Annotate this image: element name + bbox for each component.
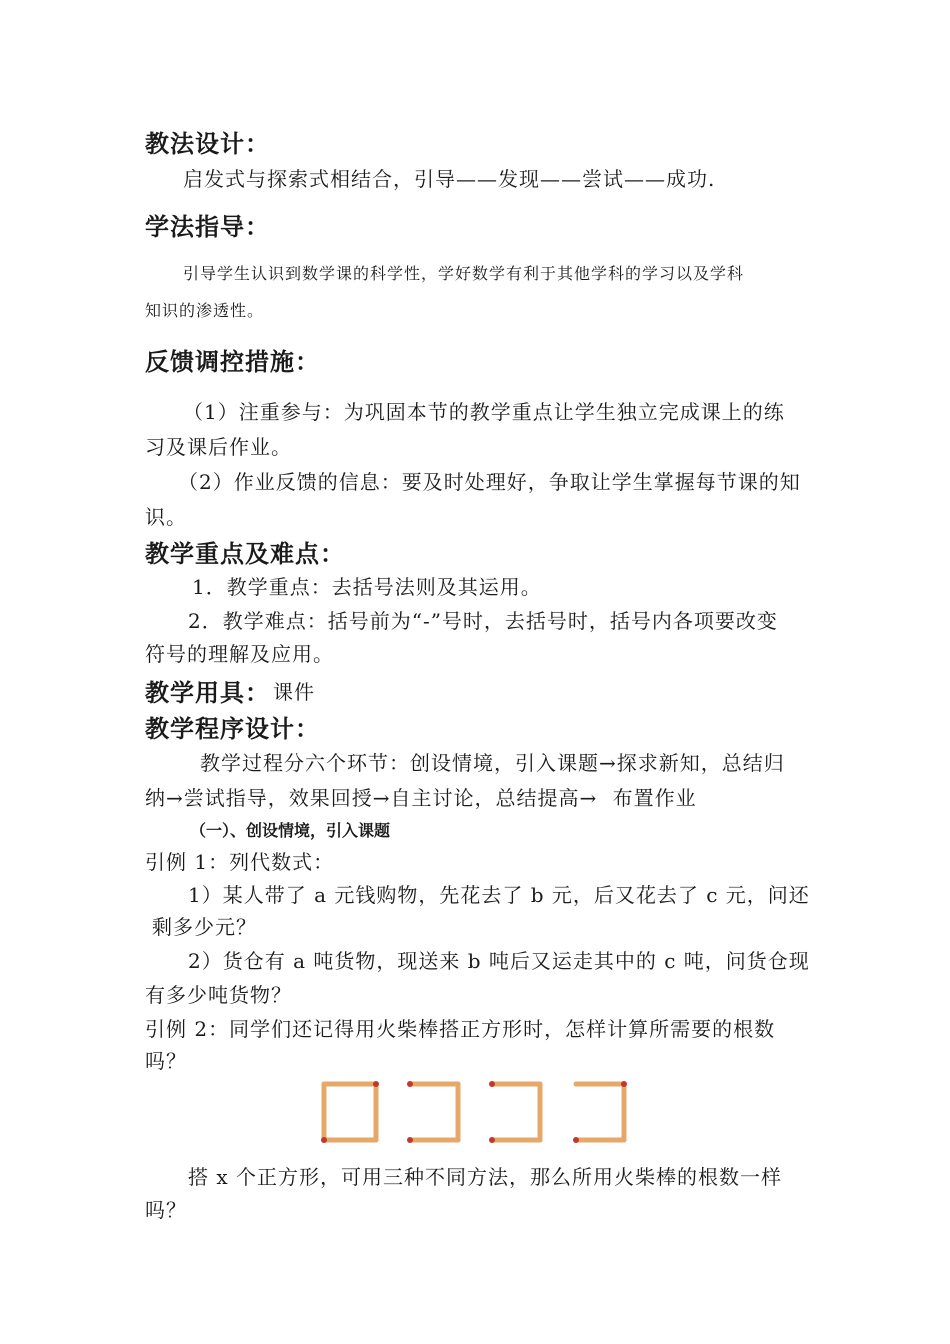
example-1-q2-line-1: 2）货仓有 a 吨货物，现送来 b 吨后又运走其中的 c 吨，问货仓现 bbox=[188, 949, 810, 973]
heading-key-points: 教学重点及难点： bbox=[145, 540, 345, 568]
procedure-subheading: （一）、创设情境，引入课题 bbox=[190, 821, 391, 840]
matchstick-square-open-1 bbox=[407, 1081, 458, 1143]
match-head bbox=[573, 1137, 579, 1143]
procedure-intro-line-2 bbox=[145, 782, 697, 811]
feedback-item2-line-2: 识。 bbox=[145, 505, 187, 529]
match-head bbox=[407, 1081, 413, 1087]
feedback-item2-line-1: （2）作业反馈的信息：要及时处理好，争取让学生掌握每节课的知 bbox=[178, 470, 801, 494]
matchstick-square-open-3 bbox=[573, 1081, 627, 1143]
heading-learning-guide: 学法指导： bbox=[145, 213, 270, 241]
match-head bbox=[489, 1081, 495, 1087]
feedback-item1-line-2: 习及课后作业。 bbox=[145, 435, 292, 459]
tools-value: 课件 bbox=[273, 680, 315, 704]
learning-guide-line-2: 知识的渗透性。 bbox=[145, 301, 265, 320]
procedure-intro-line-2-end: 布置作业 bbox=[612, 786, 697, 810]
match-head bbox=[407, 1137, 413, 1143]
heading-procedure: 教学程序设计： bbox=[145, 715, 320, 743]
key-point-1: 1．教学重点：去括号法则及其运用。 bbox=[192, 575, 542, 599]
match-head bbox=[373, 1081, 379, 1087]
match-head bbox=[321, 1137, 327, 1143]
matchstick-squares-figure bbox=[318, 1078, 638, 1150]
match-head bbox=[489, 1137, 495, 1143]
key-point-2-line-1: 2．教学难点：括号前为“-”号时，去括号时，括号内各项要改变 bbox=[188, 609, 778, 633]
feedback-item1-line-1: （1）注重参与：为巩固本节的教学重点让学生独立完成课上的练 bbox=[183, 400, 785, 424]
example-1-q1-line-1: 1）某人带了 a 元钱购物，先花去了 b 元，后又花去了 c 元，问还 bbox=[188, 883, 810, 907]
heading-teaching-method: 教法设计： bbox=[145, 130, 270, 158]
example-1-q1-line-2: 剩多少元？ bbox=[152, 915, 257, 939]
procedure-intro-line-2-main: 纳→尝试指导，效果回授→自主讨论，总结提高→ bbox=[145, 786, 598, 810]
example-2-line-1: 引例 2：同学们还记得用火柴棒搭正方形时，怎样计算所需要的根数 bbox=[145, 1017, 776, 1041]
example-2-line-2: 吗？ bbox=[145, 1049, 187, 1073]
question-line-2: 吗？ bbox=[145, 1198, 187, 1222]
learning-guide-line-1: 引导学生认识到数学课的科学性，学好数学有利于其他学科的学习以及学科 bbox=[183, 264, 745, 283]
example-1-title: 引例 1：列代数式： bbox=[145, 850, 335, 874]
heading-feedback: 反馈调控措施： bbox=[145, 348, 320, 376]
heading-tools: 教学用具： bbox=[145, 679, 270, 707]
key-point-2-line-2: 符号的理解及应用。 bbox=[145, 642, 334, 666]
question-line-1: 搭 x 个正方形，可用三种不同方法，那么所用火柴棒的根数一样 bbox=[188, 1165, 782, 1189]
teaching-method-text: 启发式与探索式相结合，引导——发现——尝试——成功. bbox=[183, 167, 716, 191]
matchstick-square-open-2 bbox=[489, 1081, 540, 1143]
procedure-intro-line-1: 教学过程分六个环节：创设情境，引入课题→探求新知，总结归 bbox=[200, 751, 785, 775]
match-head bbox=[621, 1081, 627, 1087]
matchstick-square-closed bbox=[321, 1081, 379, 1143]
example-1-q2-line-2: 有多少吨货物？ bbox=[145, 983, 292, 1007]
